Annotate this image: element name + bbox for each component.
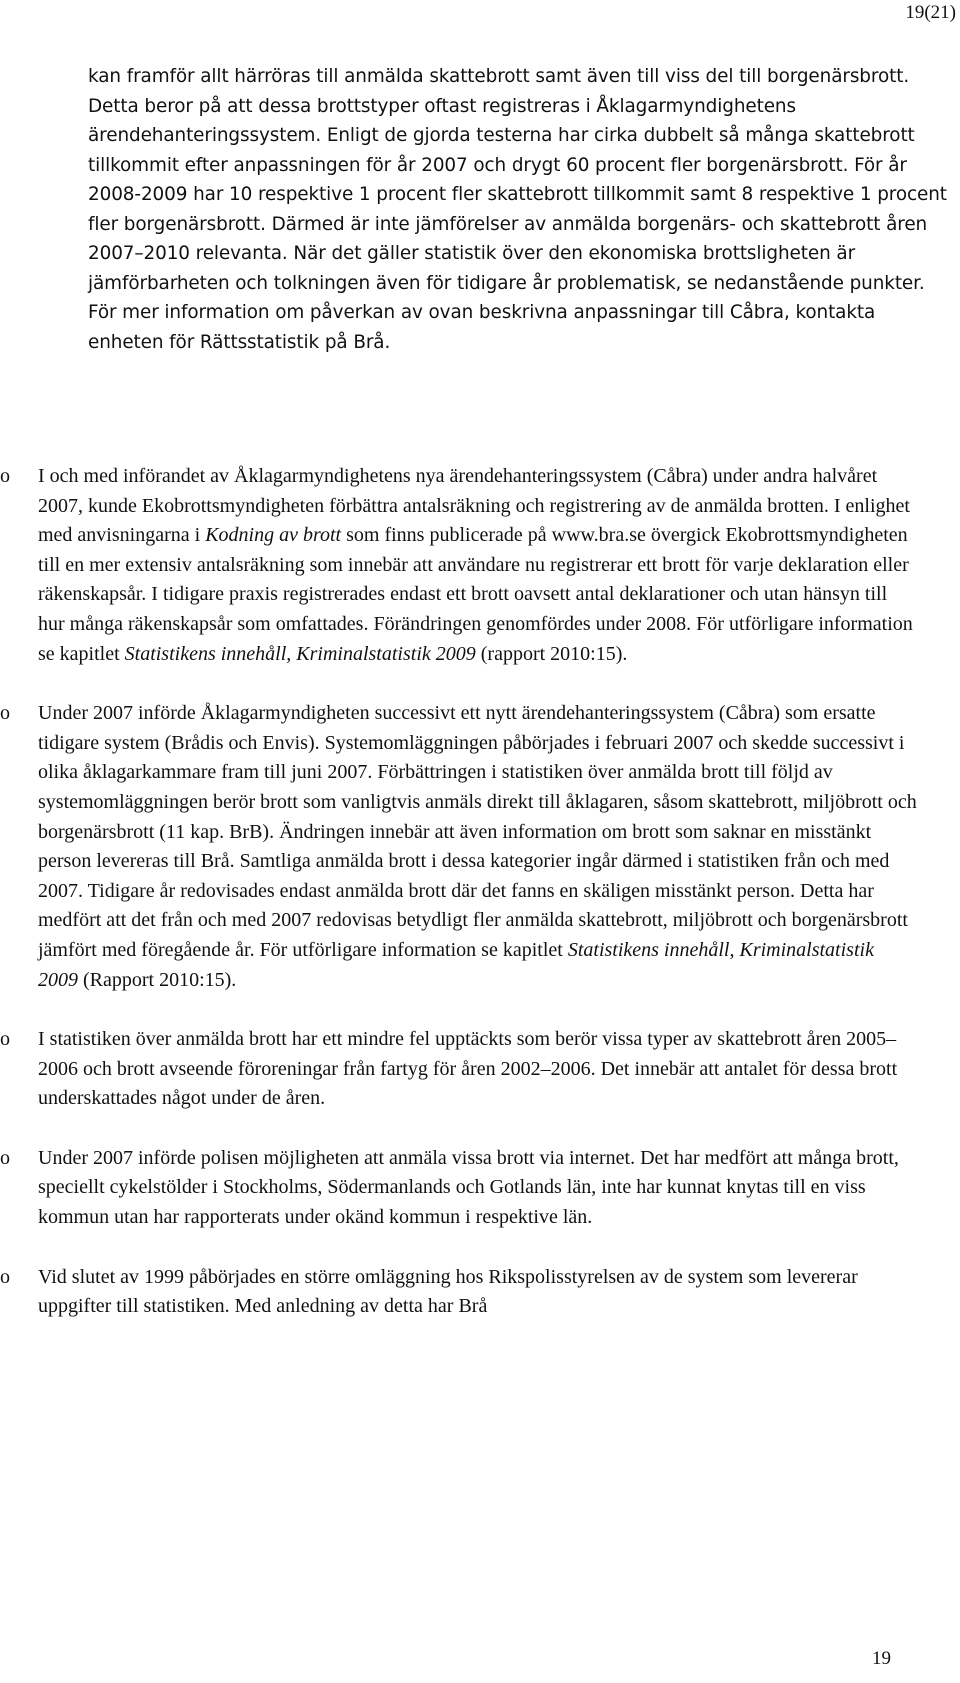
bullet-marker: o — [0, 1028, 10, 1051]
bullet-marker: o — [0, 1265, 10, 1288]
list-item — [0, 462, 940, 669]
publication-title: Kodning av brott — [205, 524, 342, 547]
list-item — [0, 1263, 940, 1322]
bullet-text: Vid slutet av 1999 påbörjades en större omläggning hos Rikspolisstyrelsen av de system som levererar uppgifter till statistiken. Med anledning av detta har Brå — [38, 1265, 858, 1318]
bullet-marker: o — [0, 1146, 10, 1169]
page-number: 19 — [872, 1648, 891, 1669]
bullet-marker: o — [0, 702, 10, 725]
bullet-marker: o — [0, 465, 10, 487]
bullet-text: I och med införandet av Åklagarmyndighetens nya ärendehanteringssystem (Cåbra) under andra halvåret 2007, kunde Ekobrottsmyndigheten förbättra antalsräkning och registrering av de anmälda brotten. I enlighet med anvisningarna i Kodning av brott som finns publicerade på www.bra.se övergick Ekobrottsmyndigheten till en mer extensiv antalsräkning som innebär att användare nu registrerar ett brott för varje deklaration eller räkenskapsår. I tidigare praxis registrerades endast ett brott oavsett antal deklarationer och utan hänsyn till hur många räkenskapsår som omfattades. Förändringen genomfördes under 2008. För utförligare information se kapitlet Statistikens innehåll, Kriminalstatistik 2009 (rapport 2010:15). — [38, 465, 913, 665]
list-item — [0, 1144, 940, 1233]
bullet-text: I statistiken över anmälda brott har ett mindre fel upptäckts som berör vissa typer av skattebrott åren 2005–2006 och brott avseende föroreningar från fartyg för åren 2002–2006. Det innebär att antalet för dessa brott underskattades något under de åren. — [38, 1028, 898, 1110]
publication-title: Statistikens innehåll, Kriminalstatistik 2009 — [124, 642, 476, 665]
page-counter: 19(21) — [905, 2, 956, 23]
continuation-paragraph: kan framför allt härröras till anmälda skattebrott samt även till viss del till borgenärsbrott. Detta beror på att dessa brottstyper oftast registreras i Åklagarmyndighetens ärendehanteringssystem. Enligt de gjorda testerna har cirka dubbelt så många skattebrott tillkommit efter anpassningen för år 2007 och drygt 60 procent fler borgenärsbrott. För år 2008-2009 har 10 respektive 1 procent fler skattebrott tillkommit samt 8 respektive 1 procent fler borgenärsbrott. Därmed är inte jämförelser av anmälda borgenärs- och skattebrott åren 2007–2010 relevanta. När det gäller statistik över den ekonomiska brottsligheten är jämförbarheten och tolkningen även för tidigare år problematisk, se nedanstående punkter. För mer information om påverkan av ovan beskrivna anpassningar till Cåbra, kontakta enheten för Rättsstatistik på Brå. — [88, 66, 947, 353]
list-item — [0, 699, 940, 995]
list-item — [0, 1025, 940, 1114]
note-bullet-list — [0, 462, 940, 1352]
bullet-text: Under 2007 införde Åklagarmyndigheten successivt ett nytt ärendehanteringssystem (Cåbra) som ersatte tidigare system (Brådis och Envis). Systemomläggningen påbörjades i februari 2007 och skedde successivt i olika åklagarkammare fram till juni 2007. Förbättringen i statistiken över anmälda brott till följd av systemomläggningen berör brott som vanligtvis anmäls direkt till åklagaren, såsom skattebrott, miljöbrott och borgenärsbrott (11 kap. BrB). Ändringen innebär att även information om brott som saknar en misstänkt person levereras till Brå. Samtliga anmälda brott i dessa kategorier ingår därmed i statistiken från och med 2007. Tidigare år redovisades endast anmälda brott där det fanns en skäligen misstänkt person. Detta har medfört att det från och med 2007 redovisas betydligt fler anmälda skattebrott, miljöbrott och borgenärsbrott jämfört med föregående år. För utförligare information se kapitlet Statistikens innehåll, Kriminalstatistik 2009 (Rapport 2010:15). — [38, 702, 917, 991]
publication-title: Statistikens innehåll, Kriminalstatistik 2009 — [38, 938, 874, 991]
bullet-text: Under 2007 införde polisen möjligheten att anmäla vissa brott via internet. Det har medfört att många brott, speciellt cykelstölder i Stockholms, Södermanlands och Gotlands län, inte har kunnat knytas till en viss kommun utan har rapporterats under okänd kommun i respektive län. — [38, 1146, 899, 1229]
